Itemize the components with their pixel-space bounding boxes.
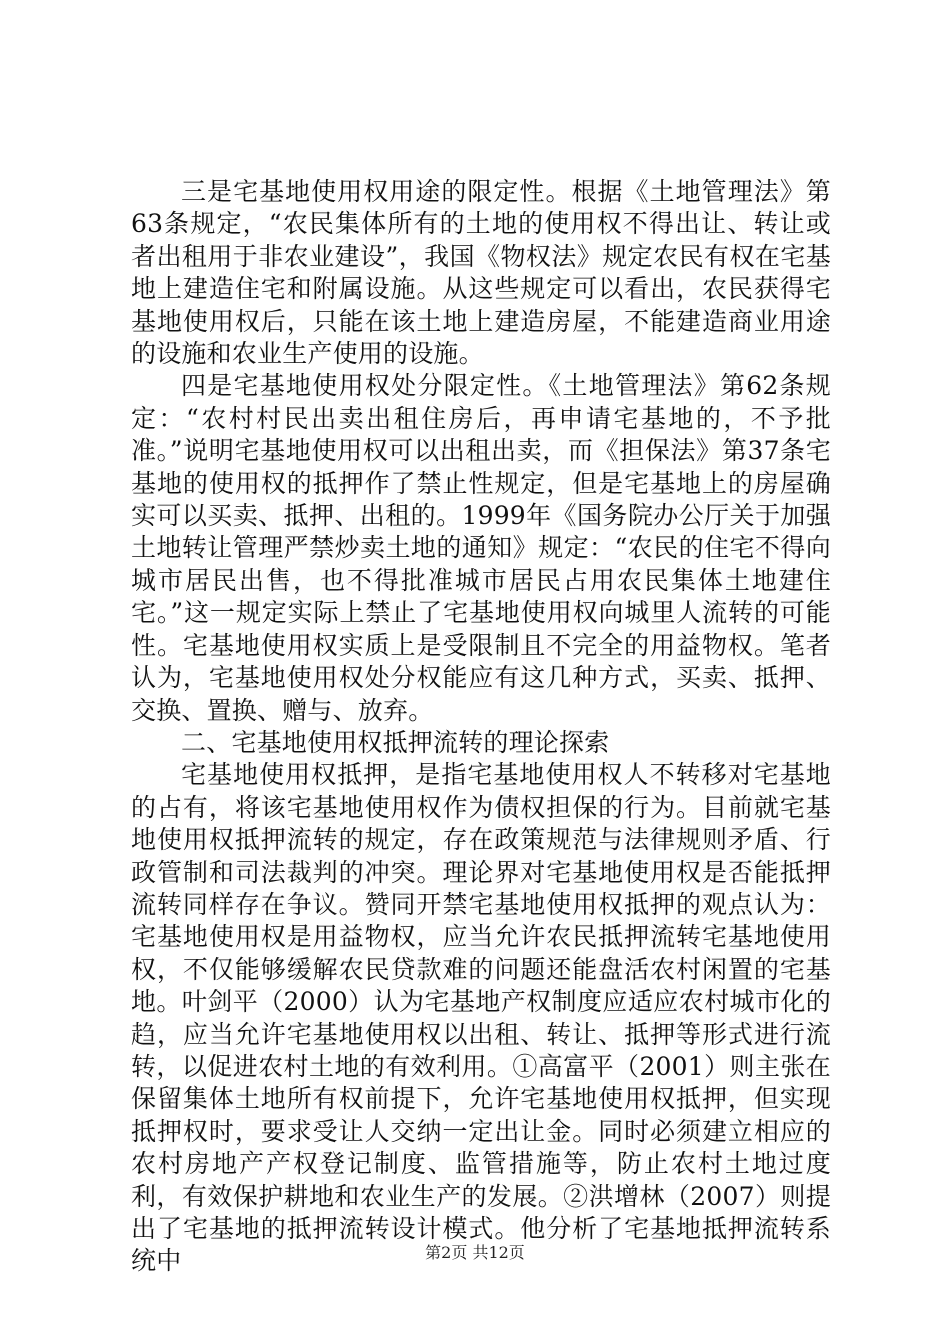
section-heading: 二、宅基地使用权抵押流转的理论探索	[181, 727, 610, 757]
body-text	[131, 176, 831, 1278]
paragraph-disposal-restriction: 四是宅基地使用权处分限定性。《土地管理法》第62条规定：“农村村民出卖出租住房后，再申请宅基地的，不予批准。”说明宅基地使用权可以出租出卖，而《担保法》第37条宅基地的使用权的抵押作了禁止性规定，但是宅基地上的房屋确实可以买卖、抵押、出租的。1999年《国务院办公厅关于加强土地转让管理严禁炒卖土地的通知》规定：“农民的住宅不得向城市居民出售，也不得批准城市居民占用农民集体土地建住宅。”这一规定实际上禁止了宅基地使用权向城里人流转的可能性。宅基地使用权实质上是受限制且不完全的用益物权。笔者认为，宅基地使用权处分权能应有这几种方式，买卖、抵押、交换、置换、赠与、放弃。	[131, 371, 831, 725]
page-number-footer: 第2页 共12页	[425, 1243, 525, 1262]
paragraph-mortgage-theory: 宅基地使用权抵押，是指宅基地使用权人不转移对宅基地的占有，将该宅基地使用权作为债权担保的行为。目前就宅基地使用权抵押流转的规定，存在政策规范与法律规则矛盾、行政管制和司法裁判的冲突。理论界对宅基地使用权是否能抵押流转同样存在争议。赞同开禁宅基地使用权抵押的观点认为：宅基地使用权是用益物权，应当允许农民抵押流转宅基地使用权，不仅能够缓解农民贷款难的问题还能盘活农村闲置的宅基地。叶剑平（2000）认为宅基地产权制度应适应农村城市化的趋，应当允许宅基地使用权以出租、转让、抵押等形式进行流转，以促进农村土地的有效利用。①高富平（2001）则主张在保留集体土地所有权前提下，允许宅基地使用权抵押，但实现抵押权时，要求受让人交纳一定出让金。同时必须建立相应的农村房地产产权登记制度、监管措施等，防止农村土地过度利，有效保护耕地和农业生产的发展。②洪增林（2007）则提出了宅基地的抵押流转设计模式。他分析了宅基地抵押流转系统中	[131, 760, 831, 1276]
paragraph-usage-restriction: 三是宅基地使用权用途的限定性。根据《土地管理法》第63条规定，“农民集体所有的土地的使用权不得出让、转让或者出租用于非农业建设”，我国《物权法》规定农民有权在宅基地上建造住宅和附属设施。从这些规定可以看出，农民获得宅基地使用权后，只能在该土地上建造房屋，不能建造商业用途的设施和农业生产使用的设施。	[131, 177, 831, 369]
